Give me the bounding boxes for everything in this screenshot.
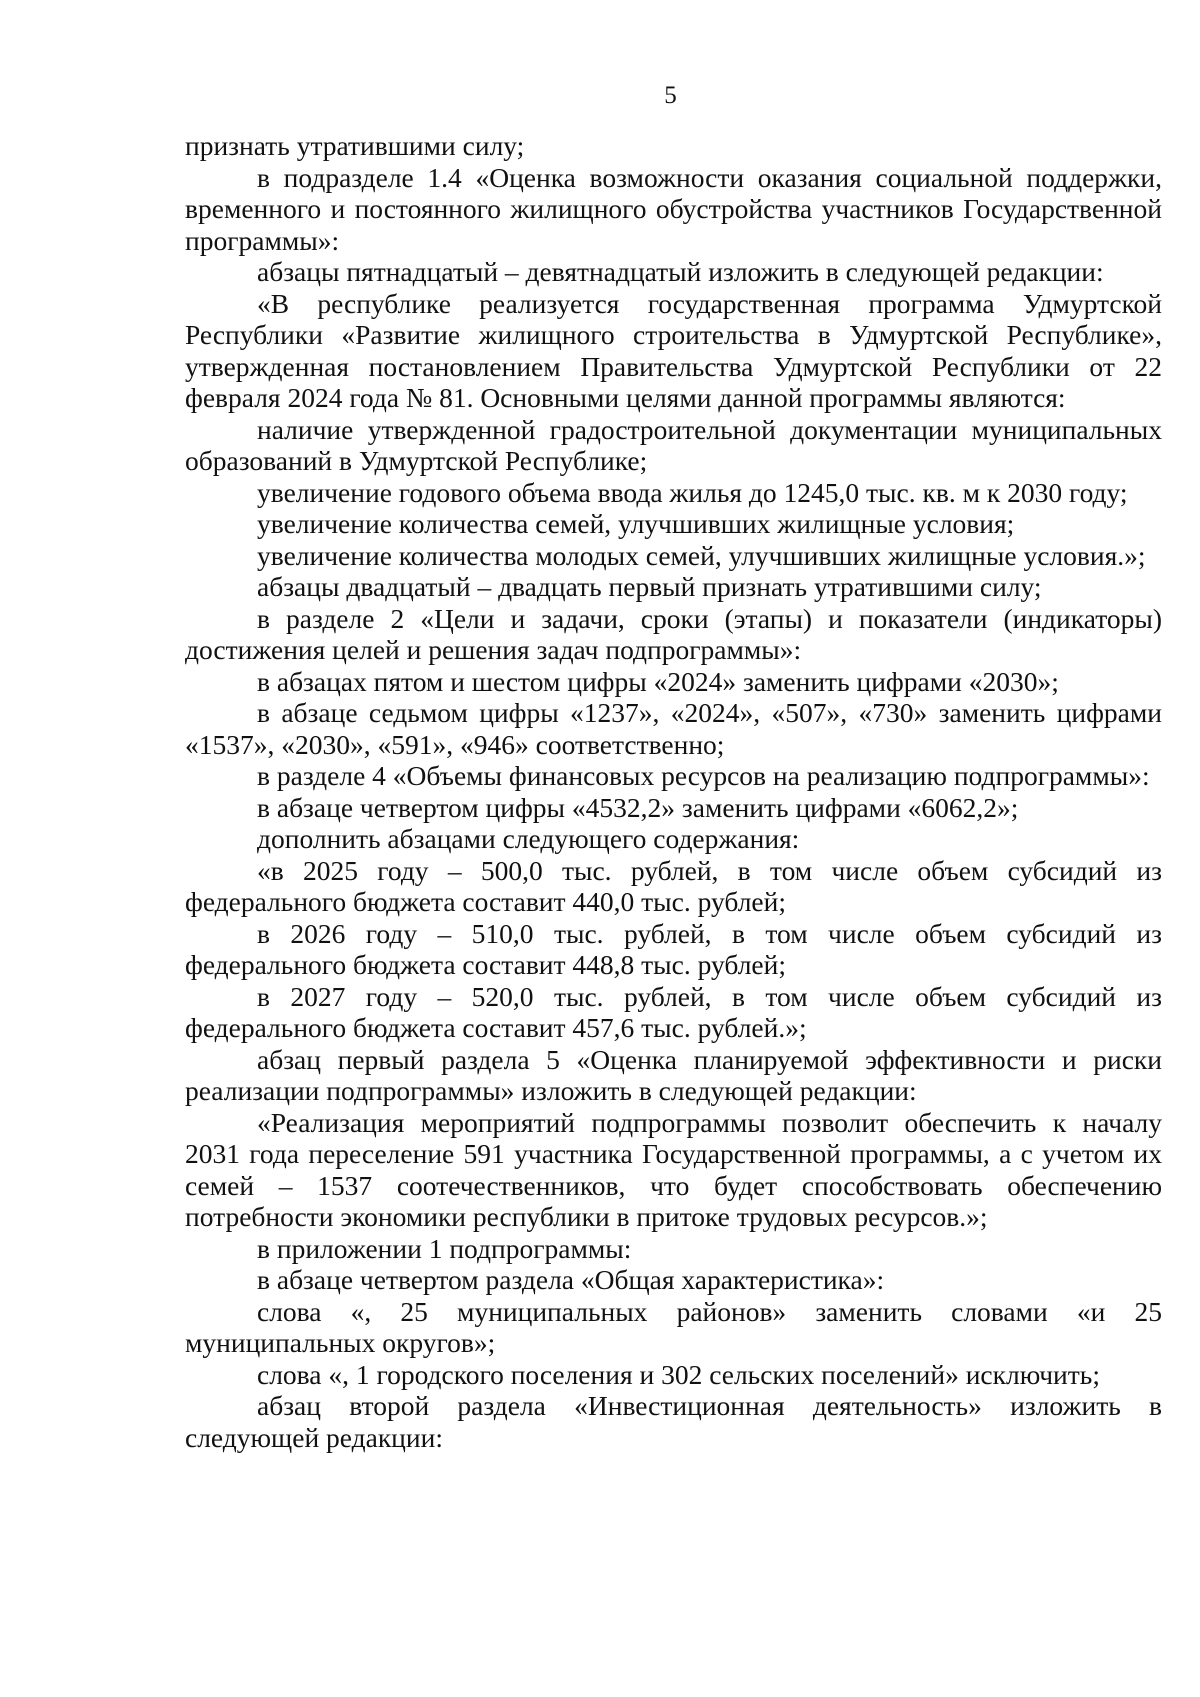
paragraph: в абзаце четвертом цифры «4532,2» заменить цифрами «6062,2»; [257,791,1019,823]
paragraph: увеличение годового объема ввода жилья до 1245,0 тыс. кв. м к 2030 году; [257,476,1128,508]
paragraph: в абзаце седьмом цифры «1237», «2024», «507», «730» заменить цифрами «1537», «2030», «591», «946» соответственно; [185,697,1162,760]
page-number: 5 [664,82,677,109]
paragraph: в 2026 году – 510,0 тыс. рублей, в том числе объем субсидий из федерального бюджета составит 448,8 тыс. рублей; [185,917,1162,980]
paragraph: в разделе 4 «Объемы финансовых ресурсов на реализацию подпрограммы»: [257,760,1150,791]
paragraph: абзацы пятнадцатый – девятнадцатый изложить в следующей редакции: [257,256,1104,287]
paragraph: наличие утвержденной градостроительной документации муниципальных образований в Удмуртской Республике; [185,413,1162,476]
paragraph: в абзаце четвертом раздела «Общая характеристика»: [257,1264,885,1295]
paragraph: увеличение количества семей, улучшивших жилищные условия; [257,508,1015,539]
paragraph: «Реализация мероприятий подпрограммы позволит обеспечить к началу 2031 года переселение 591 участника Государственной программы, а с учетом их семей – 1537 соотечественников, что будет способствовать обеспечению потребности экономики республики в притоке трудовых ресурсов.»; [185,1106,1162,1232]
paragraph: в абзацах пятом и шестом цифры «2024» заменить цифрами «2030»; [257,665,1059,697]
paragraph: в разделе 2 «Цели и задачи, сроки (этапы) и показатели (индикаторы) достижения целей и решения задач подпрограммы»: [185,602,1162,665]
paragraph: признать утратившими силу; [185,130,525,161]
paragraph: увеличение количества молодых семей, улучшивших жилищные условия.»; [257,539,1146,571]
paragraph: в подразделе 1.4 «Оценка возможности оказания социальной поддержки, временного и постоянного жилищного обустройства участников Государственной программы»: [185,161,1162,256]
paragraph: в 2027 году – 520,0 тыс. рублей, в том числе объем субсидий из федерального бюджета составит 457,6 тыс. рублей.»; [185,980,1162,1043]
paragraph: абзац второй раздела «Инвестиционная деятельность» изложить в следующей редакции: [185,1390,1162,1453]
paragraph: абзац первый раздела 5 «Оценка планируемой эффективности и риски реализации подпрограммы» изложить в следующей редакции: [185,1043,1162,1106]
paragraph: абзацы двадцатый – двадцать первый признать утратившими силу; [257,571,1042,602]
document-body [185,130,1162,1453]
paragraph: в приложении 1 подпрограммы: [257,1232,632,1264]
paragraph: слова «, 25 муниципальных районов» заменить словами «и 25 муниципальных округов»; [185,1295,1162,1358]
paragraph: «в 2025 году – 500,0 тыс. рублей, в том числе объем субсидий из федерального бюджета составит 440,0 тыс. рублей; [185,854,1162,917]
paragraph: слова «, 1 городского поселения и 302 сельских поселений» исключить; [257,1358,1100,1390]
paragraph: «В республике реализуется государственная программа Удмуртской Республики «Развитие жилищного строительства в Удмуртской Республике», утвержденная постановлением Правительства Удмуртской Республики от 22 февраля 2024 года № 81. Основными целями данной программы являются: [185,287,1162,413]
paragraph: дополнить абзацами следующего содержания: [257,823,800,854]
